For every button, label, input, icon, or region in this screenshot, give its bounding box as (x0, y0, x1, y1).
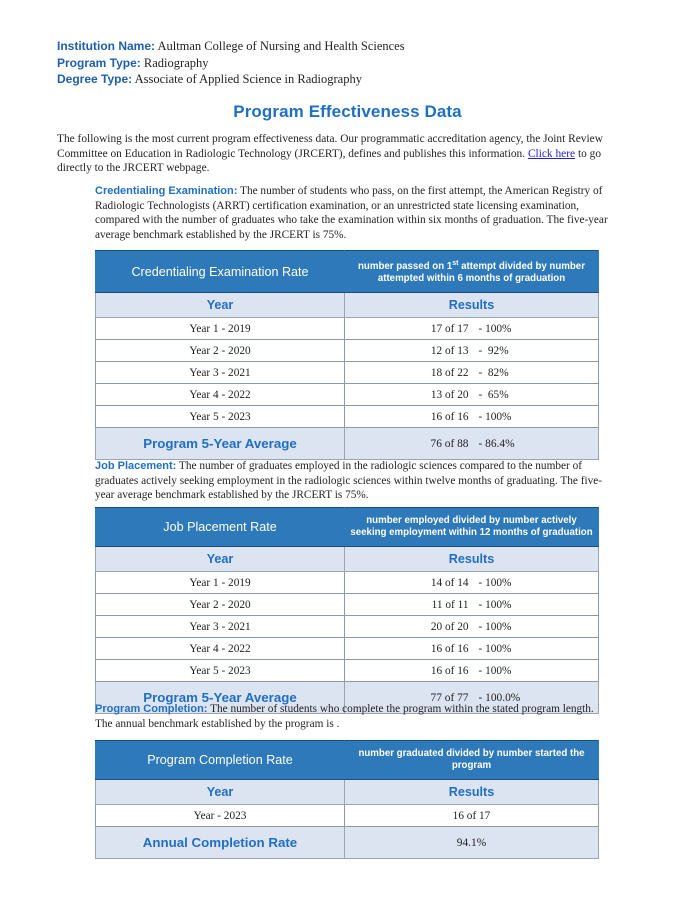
program-completion-table-formula: number graduated divided by number started the program (345, 741, 599, 780)
table-subheader-row (96, 547, 599, 572)
intro-text-part2: to go directly to the JRCERT webpage. (57, 147, 602, 175)
job-placement-table-title: Job Placement Rate (96, 508, 345, 547)
table-row (96, 805, 599, 827)
page-title: Program Effectiveness Data (233, 102, 462, 121)
summary-label: Program 5-Year Average (96, 682, 345, 714)
result-cell (345, 572, 599, 594)
program-completion-table (95, 740, 599, 859)
summary-value: 94.1% (345, 827, 599, 859)
program-type-line (57, 55, 657, 72)
table-summary-row (96, 827, 599, 859)
table-row (96, 638, 599, 660)
result-cell (345, 638, 599, 660)
summary-label: Program 5-Year Average (96, 428, 345, 460)
year-cell: Year 3 - 2021 (96, 616, 345, 638)
result-fraction: 18 of 22 (430, 366, 469, 379)
result-percent: - 100% (478, 664, 512, 677)
column-header-year: Year (96, 780, 345, 805)
formula-pre: number passed on 1 (358, 261, 453, 273)
result-fraction: 16 of 16 (430, 642, 469, 655)
result-fraction: 16 of 16 (430, 410, 469, 423)
result-fraction: 14 of 14 (430, 576, 469, 589)
result-percent: - 92% (478, 344, 509, 357)
year-cell: Year 1 - 2019 (96, 318, 345, 340)
result-percent: - 65% (478, 388, 509, 401)
result-cell (345, 594, 599, 616)
job-placement-lead: Job Placement: (95, 460, 177, 472)
summary-percent: - 100.0% (478, 691, 521, 704)
institution-value: Aultman College of Nursing and Health Sciences (157, 39, 405, 53)
job-placement-table (95, 507, 599, 714)
program-completion-lead: Program Completion: (95, 703, 208, 715)
institution-line (57, 38, 657, 55)
summary-percent: - 86.4% (478, 437, 515, 450)
table-row (96, 384, 599, 406)
table-row (96, 318, 599, 340)
year-cell: Year 5 - 2023 (96, 660, 345, 682)
degree-type-value: Associate of Applied Science in Radiography (134, 72, 362, 86)
table-header-row (96, 508, 599, 547)
result-cell (345, 384, 599, 406)
column-header-results: Results (345, 547, 599, 572)
job-placement-description (95, 459, 610, 503)
table-row (96, 362, 599, 384)
program-type-label: Program Type: (57, 55, 141, 70)
summary-fraction: 77 of 77 (430, 691, 469, 704)
program-completion-table-title: Program Completion Rate (96, 741, 345, 780)
result-percent: - 100% (478, 642, 512, 655)
summary-value (345, 428, 599, 460)
column-header-results: Results (345, 293, 599, 318)
result-percent: - 100% (478, 598, 512, 611)
result-cell: 16 of 17 (345, 805, 599, 827)
program-completion-description (95, 702, 610, 731)
credentialing-table-formula (345, 251, 599, 293)
credentialing-body: The number of students who pass, on the first attempt, the American Registry of Radiologic Technologists (ARRT) certification examination, or an unrestricted state licensing examination, compared with the number of graduates who take the examination within six months of graduation. The five-year average benchmark established by the JRCERT is 75%. (95, 185, 608, 241)
result-fraction: 12 of 13 (430, 344, 469, 357)
year-cell: Year 2 - 2020 (96, 340, 345, 362)
degree-type-line (57, 71, 657, 88)
table-row (96, 616, 599, 638)
result-cell (345, 362, 599, 384)
result-cell (345, 406, 599, 428)
job-placement-body: The number of graduates employed in the radiologic sciences compared to the number of graduates actively seeking employment in the radiologic sciences within twelve months of graduating. The five-year average benchmark established by the JRCERT is 75%. (95, 460, 603, 501)
result-cell (345, 616, 599, 638)
result-fraction: 13 of 20 (430, 388, 469, 401)
year-cell: Year 5 - 2023 (96, 406, 345, 428)
program-type-value: Radiography (143, 55, 209, 70)
year-cell: Year 3 - 2021 (96, 362, 345, 384)
table-row (96, 594, 599, 616)
result-fraction: 17 of 17 (430, 322, 469, 335)
degree-type-label: Degree Type: (57, 72, 133, 86)
column-header-year: Year (96, 293, 345, 318)
year-cell: Year 4 - 2022 (96, 384, 345, 406)
table-row (96, 572, 599, 594)
year-cell: Year 2 - 2020 (96, 594, 345, 616)
year-cell: Year 4 - 2022 (96, 638, 345, 660)
table-row (96, 660, 599, 682)
column-header-year: Year (96, 547, 345, 572)
table-header-row (96, 251, 599, 293)
result-percent: - 100% (478, 410, 512, 423)
table-row (96, 340, 599, 362)
credentialing-description (95, 184, 610, 242)
result-percent: - 100% (478, 576, 512, 589)
document-header (57, 38, 657, 88)
program-completion-body: The number of students who complete the program within the stated program length. The annual benchmark established by the program is . (95, 703, 594, 730)
summary-fraction: 76 of 88 (430, 437, 469, 450)
credentialing-lead: Credentialing Examination: (95, 185, 238, 197)
result-percent: - 82% (478, 366, 509, 379)
intro-paragraph (57, 132, 611, 176)
formula-superscript: st (452, 260, 459, 267)
result-percent: - 100% (478, 322, 512, 335)
year-cell: Year - 2023 (96, 805, 345, 827)
result-cell (345, 660, 599, 682)
column-header-results: Results (345, 780, 599, 805)
formula-post: attempt divided by number attempted within 6 months of graduation (377, 261, 585, 285)
table-row (96, 406, 599, 428)
table-summary-row (96, 428, 599, 460)
institution-label: Institution Name: (57, 39, 155, 53)
result-cell (345, 318, 599, 340)
table-header-row (96, 741, 599, 780)
result-percent: - 100% (478, 620, 512, 633)
result-fraction: 20 of 20 (430, 620, 469, 633)
result-fraction: 16 of 16 (430, 664, 469, 677)
result-fraction: 11 of 11 (431, 598, 469, 611)
credentialing-table-title: Credentialing Examination Rate (96, 251, 345, 293)
jrcert-link[interactable]: Click here (527, 147, 576, 160)
intro-text-part1: The following is the most current program effectiveness data. Our programmatic accreditation agency, the Joint Review Committee on Education in Radiologic Technology (JRCERT), defines and publishes this information. (57, 133, 603, 160)
job-placement-table-formula: number employed divided by number actively seeking employment within 12 months of graduation (345, 508, 599, 547)
table-subheader-row (96, 293, 599, 318)
credentialing-examination-table (95, 250, 599, 460)
result-cell (345, 340, 599, 362)
year-cell: Year 1 - 2019 (96, 572, 345, 594)
table-subheader-row (96, 780, 599, 805)
summary-label: Annual Completion Rate (96, 827, 345, 859)
